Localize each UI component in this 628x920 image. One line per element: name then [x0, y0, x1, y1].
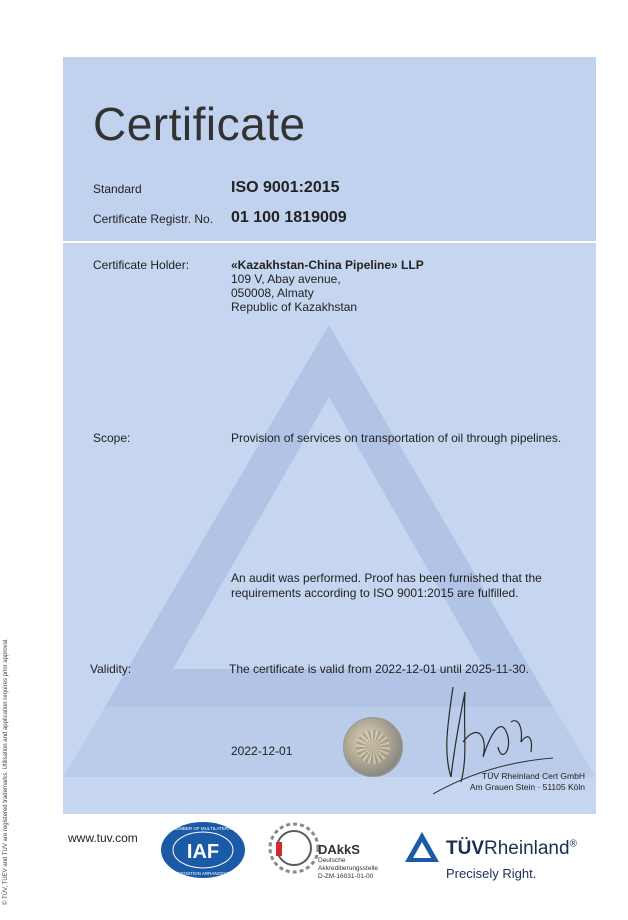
tuv-wordmark-bold: TÜV	[446, 838, 484, 859]
holder-label: Certificate Holder:	[93, 258, 190, 272]
dakks-sub: Deutsche	[318, 857, 346, 864]
website-link[interactable]: www.tuv.com	[68, 831, 138, 845]
tuv-wordmark	[446, 838, 577, 860]
iaf-text: IAF	[186, 841, 220, 863]
holder-address-line: Republic of Kazakhstan	[231, 300, 358, 314]
issuer-address: Am Grauen Stein · 51105 Köln	[469, 782, 585, 792]
issuer-name: TÜV Rheinland Cert GmbH	[482, 771, 585, 781]
hologram-seal	[343, 717, 403, 777]
issue-date: 2022-12-01	[231, 744, 293, 758]
dakks-sub: Akkreditierungsstelle	[318, 865, 378, 872]
dakks-name: DAkkS	[318, 842, 360, 857]
audit-statement	[231, 571, 542, 601]
scope-label: Scope:	[93, 431, 131, 445]
dakks-logo-icon	[268, 822, 320, 874]
dakks-text	[318, 842, 378, 881]
tuv-wordmark-light: Rheinland	[484, 838, 570, 859]
scope-value: Provision of services on transportation of oil through pipelines.	[231, 431, 562, 445]
certificate-title: Certificate	[93, 98, 306, 150]
issuer-block	[455, 771, 585, 793]
holder-address-line: 109 V, Abay avenue,	[231, 272, 341, 286]
validity-label: Validity:	[90, 662, 132, 676]
iaf-logo	[160, 821, 246, 879]
certificate-panel	[63, 57, 596, 814]
registered-mark: ®	[569, 838, 577, 850]
tuv-tagline: Precisely Right.	[446, 866, 537, 881]
iaf-ring-bottom: RECOGNITION ARRANGEMENT	[169, 871, 237, 876]
tuv-triangle-logo	[404, 831, 440, 863]
holder-block	[231, 258, 424, 314]
iaf-ring-top: MEMBER OF MULTILATERAL	[172, 826, 234, 831]
dakks-code: D-ZM-16031-01-00	[318, 873, 374, 880]
holder-name: «Kazakhstan-China Pipeline» LLP	[231, 258, 424, 272]
validity-value: The certificate is valid from 2022-12-01 until 2025-11-30.	[229, 662, 529, 676]
trademark-note: © TÜV, TÜEV and TUV are registered trademarks. Utilisation and application requires prior approval.	[3, 638, 9, 905]
standard-value: ISO 9001:2015	[231, 179, 340, 196]
registration-label: Certificate Registr. No.	[93, 212, 214, 226]
standard-label: Standard	[93, 182, 142, 196]
registration-value: 01 100 1819009	[231, 209, 347, 226]
audit-line: An audit was performed. Proof has been furnished that the	[231, 571, 542, 585]
audit-line: requirements according to ISO 9001:2015 are fulfilled.	[231, 586, 519, 600]
holder-address-line: 050008, Almaty	[231, 286, 314, 300]
